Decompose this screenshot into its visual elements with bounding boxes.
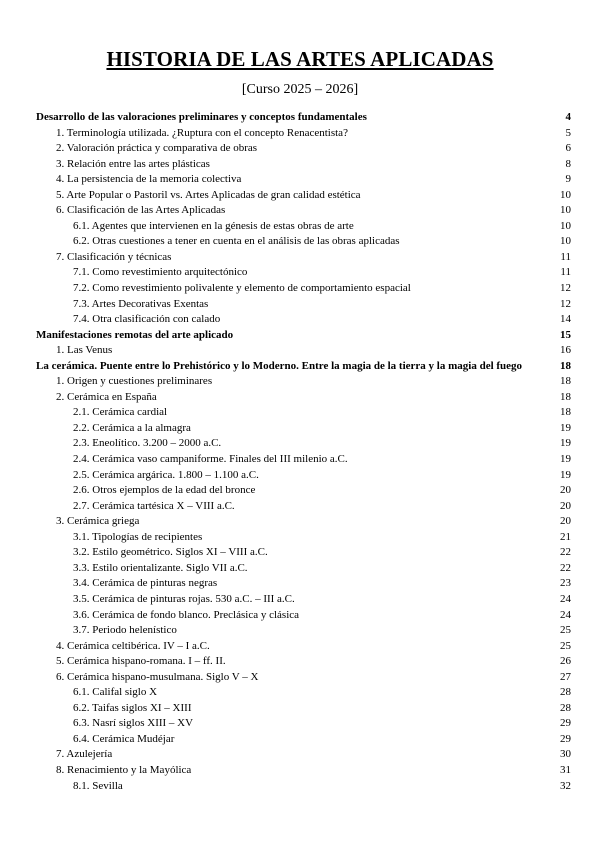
toc-subentry[interactable]: [36, 545, 572, 561]
toc-page-number: 28: [560, 701, 571, 714]
toc-entry[interactable]: [36, 747, 572, 763]
toc-entry-title: 7.4. Otra clasificación con calado: [73, 313, 221, 326]
toc-entry-title: 3.5. Cerámica de pinturas rojas. 530 a.C. – III a.C.: [73, 592, 295, 605]
toc-page-number: 21: [560, 530, 571, 543]
toc-page-number: 31: [560, 763, 571, 776]
toc-entry-title: 1. Las Venus: [56, 344, 113, 357]
toc-page-number: 8: [565, 157, 571, 170]
toc-entry-title: 2.1. Cerámica cardial: [73, 406, 168, 419]
toc-entry-title: 1. Origen y cuestiones preliminares: [56, 375, 213, 388]
toc-page-number: 19: [560, 468, 571, 481]
toc-entry-title: 8. Renacimiento y la Mayólica: [56, 763, 192, 776]
toc-subentry[interactable]: [36, 561, 572, 577]
toc-entry-title: 7.1. Como revestimiento arquitectónico: [73, 266, 248, 279]
toc-entry-title: 3.2. Estilo geométrico. Siglos XI – VIII a.C.: [73, 546, 268, 559]
toc-page-number: 25: [560, 639, 571, 652]
toc-entry-title: 3.1. Tipologías de recipientes: [73, 530, 203, 543]
toc-subentry[interactable]: [36, 312, 572, 328]
toc-entry-title: 2. Cerámica en España: [56, 390, 157, 403]
toc-subentry[interactable]: [36, 685, 572, 701]
toc-page-number: 19: [560, 453, 571, 466]
toc-subentry[interactable]: [36, 576, 572, 592]
toc-page-number: 29: [560, 717, 571, 730]
table-of-contents: [36, 110, 572, 794]
toc-page-number: 16: [560, 344, 571, 357]
toc-entry-title: 1. Terminología utilizada. ¿Ruptura con el concepto Renacentista?: [56, 126, 348, 139]
toc-page-number: 26: [560, 655, 571, 668]
toc-entry-title: 6.4. Cerámica Mudéjar: [73, 732, 175, 745]
toc-page-number: 20: [560, 515, 571, 528]
toc-entry-title: 6.1. Califal siglo X: [73, 686, 158, 699]
toc-entry[interactable]: [36, 763, 572, 779]
toc-entry[interactable]: [36, 203, 572, 219]
toc-entry-title: 3.4. Cerámica de pinturas negras: [73, 577, 218, 590]
toc-subentry[interactable]: [36, 732, 572, 748]
toc-page-number: 12: [560, 282, 571, 295]
toc-entry-title: 2.3. Eneolítico. 3.200 – 2000 a.C.: [73, 437, 222, 450]
toc-entry-title: 2.6. Otros ejemplos de la edad del bronce: [73, 484, 256, 497]
toc-page-number: 19: [560, 437, 571, 450]
toc-page-number: 11: [560, 266, 571, 279]
toc-entry-title: 7. Azulejería: [56, 748, 113, 761]
toc-entry[interactable]: [36, 250, 572, 266]
toc-entry-title: 3.7. Periodo helenístico: [73, 624, 177, 637]
toc-entry-title: 3. Cerámica griega: [56, 515, 140, 528]
toc-entry-title: 2.2. Cerámica a la almagra: [73, 421, 191, 434]
toc-entry[interactable]: [36, 141, 572, 157]
toc-entry-title: La cerámica. Puente entre lo Prehistórico y lo Moderno. Entre la magia de la tierra y la magia del fuego: [36, 359, 523, 372]
toc-entry-title: 4. Cerámica celtibérica. IV – I a.C.: [56, 639, 210, 652]
toc-entry-title: 5. Cerámica hispano-romana. I – ff. II.: [56, 655, 226, 668]
toc-page-number: 15: [560, 328, 571, 341]
toc-page-number: 18: [560, 359, 571, 372]
toc-entry-title: 6. Clasificación de las Artes Aplicadas: [56, 204, 226, 217]
toc-entry-title: 2.5. Cerámica argárica. 1.800 – 1.100 a.C.: [73, 468, 259, 481]
toc-section[interactable]: [36, 110, 572, 126]
toc-subentry[interactable]: [36, 234, 572, 250]
document-title: HISTORIA DE LAS ARTES APLICADAS: [106, 47, 494, 71]
toc-page-number: 18: [560, 390, 571, 403]
toc-page-number: 32: [560, 779, 571, 792]
toc-entry-title: Desarrollo de las valoraciones preliminares y conceptos fundamentales: [36, 111, 367, 123]
toc-entry[interactable]: [36, 343, 572, 359]
toc-entry-title: 7.2. Como revestimiento polivalente y elemento de comportamiento espacial: [73, 282, 411, 295]
toc-entry[interactable]: [36, 639, 572, 655]
toc-page-number: 29: [560, 732, 571, 745]
toc-page-number: 9: [565, 173, 571, 186]
toc-subentry[interactable]: [36, 483, 572, 499]
toc-subentry[interactable]: [36, 297, 572, 313]
toc-subentry[interactable]: [36, 779, 572, 795]
toc-entry-title: 5. Arte Popular o Pastoril vs. Artes Aplicadas de gran calidad estética: [56, 188, 361, 201]
toc-subentry[interactable]: [36, 701, 572, 717]
toc-entry[interactable]: [36, 172, 572, 188]
toc-entry-title: 2. Valoración práctica y comparativa de obras: [56, 142, 258, 155]
toc-page-number: 24: [560, 608, 571, 621]
toc-page-number: 27: [560, 670, 571, 683]
toc-entry[interactable]: [36, 514, 572, 530]
toc-page-number: 18: [560, 375, 571, 388]
toc-page-number: 24: [560, 592, 571, 605]
toc-entry-title: Manifestaciones remotas del arte aplicado: [36, 328, 234, 341]
toc-subentry[interactable]: [36, 421, 572, 437]
toc-entry-title: 6. Cerámica hispano-musulmana. Siglo V – X: [56, 670, 259, 683]
toc-page-number: 10: [560, 188, 571, 201]
toc-entry-title: 6.2. Taifas siglos XI – XIII: [73, 701, 192, 714]
toc-page-number: 28: [560, 686, 571, 699]
toc-entry-title: 7.3. Artes Decorativas Exentas: [73, 297, 209, 310]
toc-entry-title: 6.2. Otras cuestiones a tener en cuenta en el análisis de las obras aplicadas: [73, 235, 400, 248]
toc-subentry[interactable]: [36, 468, 572, 484]
toc-page-number: 23: [560, 577, 571, 590]
toc-entry-title: 7. Clasificación y técnicas: [56, 250, 172, 263]
toc-subentry[interactable]: [36, 716, 572, 732]
toc-entry[interactable]: [36, 374, 572, 390]
toc-subentry[interactable]: [36, 436, 572, 452]
course-subtitle: [Curso 2025 – 2026]: [241, 82, 359, 97]
toc-section[interactable]: [36, 328, 572, 344]
toc-subentry[interactable]: [36, 452, 572, 468]
toc-entry-title: 3.6. Cerámica de fondo blanco. Preclásica y clásica: [73, 608, 300, 621]
toc-subentry[interactable]: [36, 219, 572, 235]
toc-page-number: 18: [560, 406, 571, 419]
toc-page-number: 10: [560, 235, 571, 248]
toc-entry[interactable]: [36, 126, 572, 142]
toc-entry[interactable]: [36, 188, 572, 204]
toc-page-number: 11: [560, 250, 571, 263]
toc-entry[interactable]: [36, 157, 572, 173]
toc-subentry[interactable]: [36, 405, 572, 421]
toc-page-number: 4: [565, 111, 571, 123]
toc-entry-title: 3. Relación entre las artes plásticas: [56, 157, 210, 170]
toc-subentry[interactable]: [36, 623, 572, 639]
toc-page-number: 20: [560, 499, 571, 512]
toc-entry-title: 8.1. Sevilla: [73, 779, 123, 792]
toc-subentry[interactable]: [36, 281, 572, 297]
toc-page-number: 10: [560, 219, 571, 232]
toc-entry[interactable]: [36, 390, 572, 406]
toc-subentry[interactable]: [36, 530, 572, 546]
toc-page-number: 6: [565, 142, 571, 155]
toc-entry-title: 3.3. Estilo orientalizante. Siglo VII a.C.: [73, 561, 248, 574]
toc-entry-title: 4. La persistencia de la memoria colectiva: [56, 173, 242, 186]
toc-subentry[interactable]: [36, 608, 572, 624]
toc-subentry[interactable]: [36, 265, 572, 281]
toc-page-number: 20: [560, 484, 571, 497]
toc-entry-title: 6.1. Agentes que intervienen en la génesis de estas obras de arte: [73, 219, 354, 232]
toc-page-number: 5: [565, 126, 571, 139]
toc-entry-title: 2.4. Cerámica vaso campaniforme. Finales del III milenio a.C.: [73, 453, 348, 466]
toc-entry-title: 6.3. Nasrí siglos XIII – XV: [73, 717, 194, 730]
toc-entry-title: 2.7. Cerámica tartésica X – VIII a.C.: [73, 499, 235, 512]
toc-page-number: 30: [560, 748, 571, 761]
toc-page-number: 10: [560, 204, 571, 217]
toc-subentry[interactable]: [36, 592, 572, 608]
toc-entry[interactable]: [36, 670, 572, 686]
toc-page-number: 22: [560, 546, 571, 559]
toc-section[interactable]: [36, 359, 572, 375]
toc-page-number: 19: [560, 421, 571, 434]
toc-page-number: 25: [560, 624, 571, 637]
toc-page-number: 12: [560, 297, 571, 310]
toc-entry[interactable]: [36, 654, 572, 670]
toc-subentry[interactable]: [36, 499, 572, 515]
toc-page-number: 14: [560, 313, 571, 326]
toc-page-number: 22: [560, 561, 571, 574]
